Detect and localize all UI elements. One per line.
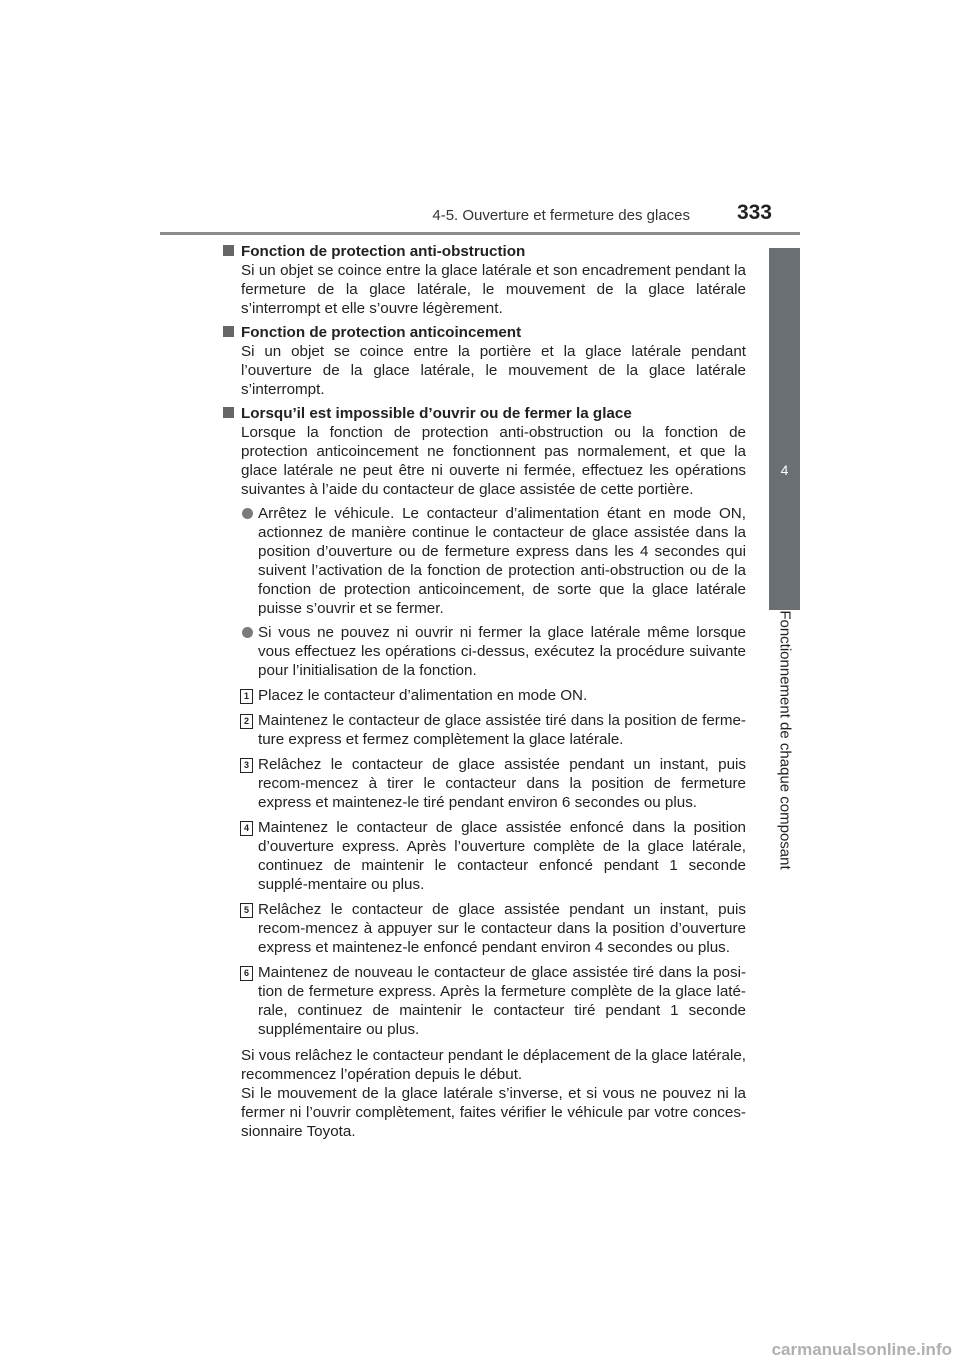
section-title (241, 323, 746, 342)
step-item (243, 686, 746, 705)
section-body: Lorsque la fonction de protection anti-obstruction ou la fonction de protection anticoincement ne fonctionnent pas normalement, et que la glace latérale ne peut être ni ouverte ni fermée, effectuez les opérations suivantes à l’aide du contacteur de glace assistée de cette portière. (241, 424, 746, 498)
step-text: Placez le contacteur d’alimentation en mode ON. (258, 687, 588, 704)
step-text: Maintenez le contacteur de glace assistée tiré dans la position de ferme-ture express et fermez complètement la glace latérale. (258, 712, 746, 748)
note-line: Si le mouvement de la glace latérale s’inverse, et si vous ne pouvez ni la fermer ni l’ouvrir complètement, faites vérifier le véhicule par votre conces-sionnaire Toyota. (241, 1085, 746, 1140)
section-body: Si un objet se coince entre la portière et la glace latérale pendant l’ouverture de la glace latérale, le mouvement de la glace latérale s’interrompt. (241, 343, 746, 398)
step-number-box: 4 (240, 821, 253, 836)
page-content (223, 242, 746, 1146)
note-paragraph (241, 1046, 746, 1141)
step-number-box: 2 (240, 714, 253, 729)
chapter-number: 4 (780, 462, 789, 478)
section-square-icon (223, 407, 234, 418)
header-divider (160, 232, 800, 235)
step-item (243, 900, 746, 957)
step-item (243, 818, 746, 894)
section-anticoincement (223, 323, 746, 399)
section-title-text: Fonction de protection anti-obstruction (241, 243, 526, 260)
step-item (243, 963, 746, 1039)
section-impossible-open-close (223, 404, 746, 1141)
watermark: carmanualsonline.info (771, 1340, 952, 1359)
section-title (241, 242, 746, 261)
section-title-text: Lorsqu’il est impossible d’ouvrir ou de fermer la glace (241, 405, 632, 422)
section-body: Si un objet se coince entre la glace latérale et son encadrement pendant la fermeture de la glace latérale, le mouvement de la glace latérale s’interrompt et elle s’ouvre légèrement. (241, 262, 746, 317)
step-text: Relâchez le contacteur de glace assistée pendant un instant, puis recom-mencez à appuyer sur le contacteur dans la position d’ouverture express et maintenez-le enfoncé pendant environ 4 secondes ou plus. (258, 901, 746, 956)
chapter-tab[interactable] (769, 248, 800, 610)
bullet-dot-icon (242, 627, 253, 638)
step-number-box: 6 (240, 966, 253, 981)
page-number: 333 (736, 201, 772, 224)
bullet-text: Si vous ne pouvez ni ouvrir ni fermer la glace latérale même lorsque vous effectuez les opérations ci-dessus, exécutez la procédure suivante pour l’initialisation de la fonction. (258, 624, 746, 679)
section-square-icon (223, 245, 234, 256)
chapter-label-text: Fonctionnement de chaque composant (776, 610, 794, 870)
section-anti-obstruction (223, 242, 746, 318)
step-item (243, 711, 746, 749)
step-number-box: 5 (240, 903, 253, 918)
note-line: Si vous relâchez le contacteur pendant le déplacement de la glace latérale, recommencez l’opération depuis le début. (241, 1047, 746, 1083)
step-item (243, 755, 746, 812)
section-square-icon (223, 326, 234, 337)
running-header: 4-5. Ouverture et fermeture des glaces (432, 207, 690, 224)
bullet-item (258, 504, 746, 618)
bullet-text: Arrêtez le véhicule. Le contacteur d’alimentation étant en mode ON, actionnez de manière continue le contacteur de glace assistée dans la position d’ouverture ou de fermeture express dans les 4 secondes qui suivent l’activation de la fonction de protection anti-obstruction ou de la fonction de protection anticoincement, de sorte que la glace latérale puisse s’ouvrir et se fermer. (258, 505, 746, 617)
bullet-item (258, 623, 746, 680)
step-number-box: 3 (240, 758, 253, 773)
step-text: Maintenez le contacteur de glace assistée enfoncé dans la position d’ouverture express. Après l’ouverture complète de la glace latérale, continuez de maintenir le contacteur enfoncé pendant 1 seconde supplé-mentaire ou plus. (258, 819, 746, 893)
section-title (241, 404, 746, 423)
step-number-box: 1 (240, 689, 253, 704)
bullet-dot-icon (242, 508, 253, 519)
section-title-text: Fonction de protection anticoincement (241, 324, 522, 341)
step-text: Maintenez de nouveau le contacteur de glace assistée tiré dans la posi-tion de fermeture express. Après la fermeture complète de la glace laté-rale, continuez de maintenir le contacteur tiré pendant 1 seconde supplémentaire ou plus. (258, 964, 746, 1038)
step-text: Relâchez le contacteur de glace assistée pendant un instant, puis recom-mencez à tirer le contacteur dans la position de fermeture express et maintenez-le tiré pendant environ 6 secondes ou plus. (258, 756, 746, 811)
